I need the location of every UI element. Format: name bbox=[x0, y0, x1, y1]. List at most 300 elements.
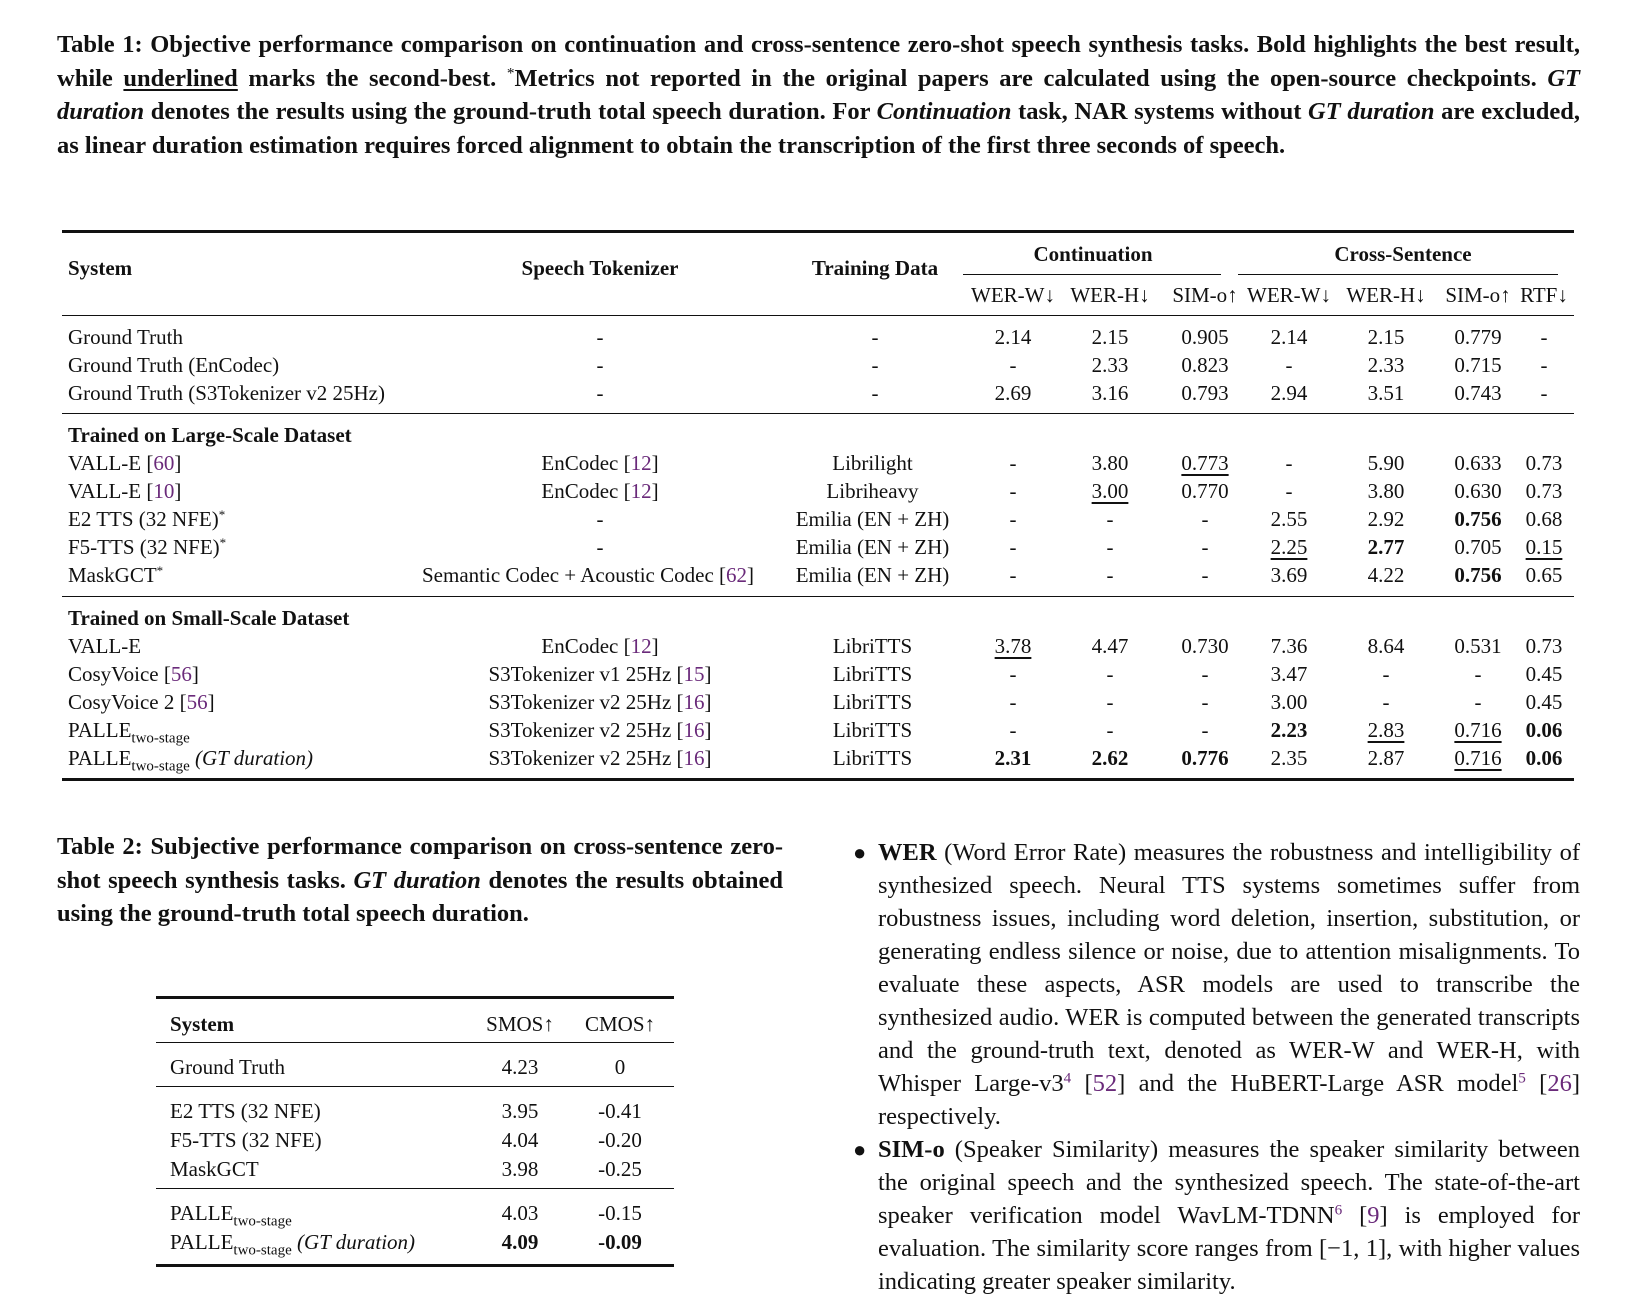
citation-link[interactable]: 56 bbox=[186, 690, 208, 714]
t2-header-system: System bbox=[170, 1012, 235, 1036]
caption-text: marks the second-best. bbox=[237, 64, 507, 92]
metric-cell bbox=[1241, 718, 1337, 742]
metric-cell bbox=[1061, 353, 1159, 377]
metric-cell bbox=[1241, 746, 1337, 770]
metric-value: 0.45 bbox=[1525, 662, 1563, 686]
row-training-data: LibriTTS bbox=[832, 690, 913, 714]
bracket: ] bbox=[704, 662, 712, 686]
metric-cell bbox=[1061, 451, 1159, 475]
metric-value: - bbox=[1474, 662, 1482, 686]
subscript: two-stage bbox=[131, 758, 190, 775]
metric-value: - bbox=[1009, 690, 1017, 714]
bullet-text: (Speaker Similarity) measures the speaker similarity between the original speech and the synthesized speech. The state-of-the-art speaker verification model WavLM-TDNN bbox=[878, 1136, 1580, 1229]
bullet-wer bbox=[853, 836, 1580, 1133]
metric-cell bbox=[1513, 353, 1575, 377]
caption-text: are excluded, as linear duration estimation requires forced alignment to obtain the transcription of the first three seconds of speech. bbox=[57, 98, 1580, 159]
citation-link[interactable]: 15 bbox=[683, 662, 705, 686]
metric-value: 3.69 bbox=[1270, 563, 1308, 587]
citation-link[interactable]: 9 bbox=[1367, 1202, 1380, 1229]
row-training-data: LibriTTS bbox=[832, 662, 913, 686]
bracket: ] bbox=[191, 662, 199, 686]
bracket: ] bbox=[174, 479, 182, 503]
row-tokenizer: - bbox=[596, 381, 604, 405]
citation-link[interactable]: 12 bbox=[630, 451, 652, 475]
metric-value: - bbox=[1540, 381, 1548, 405]
metric-value: - bbox=[1106, 507, 1114, 531]
table2-caption bbox=[57, 830, 783, 931]
row-tokenizer: - bbox=[596, 353, 604, 377]
bullet-text: ] respectively. bbox=[878, 1070, 1580, 1130]
system-name: CosyVoice 2 [ bbox=[68, 690, 187, 714]
metric-value: 2.15 bbox=[1091, 325, 1129, 349]
metric-cell bbox=[1061, 535, 1159, 559]
metric-cell bbox=[1061, 325, 1159, 349]
tokenizer-name: EnCodec [ bbox=[541, 634, 631, 658]
metric-cell bbox=[1337, 353, 1435, 377]
bracket: ] bbox=[651, 479, 659, 503]
t2-cmos: -0.20 bbox=[598, 1128, 642, 1152]
tokenizer-name: EnCodec [ bbox=[541, 451, 631, 475]
bullet-dot-icon: ● bbox=[853, 840, 867, 865]
metric-cell bbox=[1241, 353, 1337, 377]
bullet-text: [ bbox=[1525, 1070, 1548, 1097]
bullet-term: WER bbox=[878, 839, 937, 866]
row-training-data: Libriheavy bbox=[826, 479, 919, 503]
metric-cell bbox=[965, 634, 1061, 658]
row-system bbox=[68, 535, 226, 559]
metric-cell bbox=[1337, 634, 1435, 658]
metric-value: 2.14 bbox=[1270, 325, 1308, 349]
header-system: System bbox=[68, 256, 133, 280]
metric-value: 0.45 bbox=[1525, 690, 1563, 714]
caption-text: Objective performance comparison on continuation and cross-sentence zero-shot speech synthesis tasks. Bold highlights the best result, while bbox=[57, 31, 1580, 92]
t2-header-cmos: CMOS↑ bbox=[584, 1012, 656, 1036]
tokenizer-name: S3Tokenizer v2 25Hz [ bbox=[488, 690, 684, 714]
metric-cell bbox=[1337, 325, 1435, 349]
footnote-link[interactable]: 4 bbox=[1063, 1069, 1072, 1087]
metric-value: 2.35 bbox=[1270, 746, 1308, 770]
metric-value: 0.15 bbox=[1525, 535, 1563, 559]
metric-header: SIM-o↑ bbox=[1172, 283, 1238, 307]
citation-link[interactable]: 12 bbox=[630, 479, 652, 503]
row-tokenizer bbox=[422, 563, 754, 587]
t2-smos: 4.23 bbox=[501, 1055, 539, 1079]
metric-value: - bbox=[1009, 535, 1017, 559]
metric-value: - bbox=[1201, 507, 1209, 531]
row-system bbox=[68, 662, 199, 686]
metric-value: - bbox=[1009, 563, 1017, 587]
table2-top-rule bbox=[156, 996, 674, 999]
metric-cell bbox=[1241, 662, 1337, 686]
t2-cmos: 0 bbox=[614, 1055, 626, 1079]
t2-smos: 4.03 bbox=[501, 1201, 539, 1225]
t2-cmos: -0.09 bbox=[598, 1230, 642, 1254]
metric-value: - bbox=[1474, 690, 1482, 714]
citation-link[interactable]: 16 bbox=[683, 690, 705, 714]
row-system: Ground Truth bbox=[68, 325, 183, 349]
metric-header: WER-W↓ bbox=[971, 283, 1055, 307]
metric-value: 0.756 bbox=[1454, 563, 1502, 587]
row-tokenizer bbox=[420, 662, 780, 686]
metric-cell bbox=[1433, 325, 1523, 349]
metric-value: 0.633 bbox=[1454, 451, 1502, 475]
table2-label: Table 2: bbox=[57, 833, 143, 860]
table1-top-rule bbox=[62, 230, 1574, 233]
metric-value: 0.73 bbox=[1525, 451, 1563, 475]
metric-cell bbox=[1241, 690, 1337, 714]
system-name: MaskGCT bbox=[68, 563, 157, 587]
metric-cell bbox=[1337, 535, 1435, 559]
row-system: Ground Truth (EnCodec) bbox=[68, 353, 280, 377]
table2-header-rule bbox=[156, 1042, 674, 1043]
metric-value: 2.77 bbox=[1367, 535, 1405, 559]
metric-value: - bbox=[1106, 718, 1114, 742]
metric-cell bbox=[1159, 634, 1251, 658]
metric-value: 0.770 bbox=[1181, 479, 1229, 503]
metric-cell bbox=[1159, 563, 1251, 587]
metric-value: 2.23 bbox=[1270, 718, 1308, 742]
metric-cell bbox=[965, 718, 1061, 742]
citation-link[interactable]: 52 bbox=[1092, 1070, 1118, 1097]
metric-header: WER-H↓ bbox=[1070, 283, 1150, 307]
metric-cell bbox=[1241, 325, 1337, 349]
metric-value: 2.33 bbox=[1367, 353, 1405, 377]
metric-cell bbox=[965, 381, 1061, 405]
metric-cell bbox=[1159, 507, 1251, 531]
metric-value: - bbox=[1106, 563, 1114, 587]
t2-row-system: Ground Truth bbox=[170, 1055, 285, 1079]
citation-link[interactable]: 56 bbox=[170, 662, 192, 686]
bracket: ] bbox=[207, 690, 215, 714]
metric-cell bbox=[1159, 325, 1251, 349]
metric-cell bbox=[1241, 479, 1337, 503]
row-system bbox=[68, 563, 163, 587]
metric-cell bbox=[1061, 479, 1159, 503]
metric-value: 2.31 bbox=[994, 746, 1032, 770]
metric-cell bbox=[1433, 690, 1523, 714]
section-title-small: Trained on Small-Scale Dataset bbox=[68, 606, 350, 630]
t2-header-smos: SMOS↑ bbox=[486, 1012, 554, 1036]
metric-cell bbox=[1159, 718, 1251, 742]
metric-cell bbox=[965, 690, 1061, 714]
t2-row-system: MaskGCT bbox=[170, 1157, 259, 1181]
tokenizer-name: S3Tokenizer v2 25Hz [ bbox=[488, 746, 684, 770]
caption-italic: GT duration bbox=[57, 64, 1580, 125]
metric-cell bbox=[1513, 563, 1575, 587]
metric-cell bbox=[1159, 535, 1251, 559]
metric-cell bbox=[1159, 746, 1251, 770]
metric-cell bbox=[1513, 634, 1575, 658]
caption-italic: GT duration bbox=[353, 866, 481, 894]
metric-value: 0.773 bbox=[1181, 451, 1229, 475]
table1-header-rule bbox=[62, 315, 1574, 316]
metric-cell bbox=[1159, 381, 1251, 405]
metric-cell bbox=[1433, 662, 1523, 686]
metric-cell bbox=[1061, 746, 1159, 770]
subscript: two-stage bbox=[233, 1242, 292, 1259]
metric-value: 3.80 bbox=[1367, 479, 1405, 503]
metric-value: - bbox=[1201, 535, 1209, 559]
caption-underlined: underlined bbox=[123, 64, 238, 92]
metric-cell bbox=[1513, 325, 1575, 349]
metric-cell bbox=[1337, 507, 1435, 531]
metric-value: - bbox=[1285, 353, 1293, 377]
metrics-description bbox=[853, 836, 1580, 1298]
metric-cell bbox=[1337, 479, 1435, 503]
metric-cell bbox=[1513, 746, 1575, 770]
bullet-text: (Word Error Rate) measures the robustness and intelligibility of synthesized speech. Neural TTS systems sometimes suffer from robustness issues, including word deletion, insertion, substitution, or generating endless silence or noise, due to attention misalignments. To evaluate these aspects, ASR models are used to transcribe the synthesized audio. WER is computed between the generated transcripts and the ground-truth text, denoted as WER-W and WER-H, with Whisper Large-v3 bbox=[878, 839, 1580, 1097]
metric-value: - bbox=[1009, 662, 1017, 686]
table1-section-rule bbox=[62, 413, 1574, 414]
table2-section-rule bbox=[156, 1086, 674, 1087]
metric-header: SIM-o↑ bbox=[1445, 283, 1511, 307]
table1-caption bbox=[57, 28, 1580, 162]
table1-bottom-rule bbox=[62, 778, 1574, 781]
row-tokenizer: - bbox=[596, 535, 604, 559]
metric-header: WER-W↓ bbox=[1247, 283, 1331, 307]
citation-link[interactable]: 62 bbox=[726, 563, 748, 587]
header-tokenizer: Speech Tokenizer bbox=[521, 256, 679, 280]
row-tokenizer bbox=[420, 634, 780, 658]
metric-value: 3.00 bbox=[1270, 690, 1308, 714]
metric-value: 0.779 bbox=[1454, 325, 1502, 349]
metric-value: 0.715 bbox=[1454, 353, 1502, 377]
bracket: ] bbox=[651, 634, 659, 658]
metric-cell bbox=[965, 507, 1061, 531]
metric-cell bbox=[1159, 662, 1251, 686]
metric-value: 0.823 bbox=[1181, 353, 1229, 377]
metric-value: 3.16 bbox=[1091, 381, 1129, 405]
table2-section-rule bbox=[156, 1188, 674, 1189]
tokenizer-name: Semantic Codec + Acoustic Codec [ bbox=[422, 563, 727, 587]
t2-row-system: E2 TTS (32 NFE) bbox=[170, 1099, 321, 1123]
table1-label: Table 1: bbox=[57, 31, 143, 58]
metric-value: - bbox=[1201, 718, 1209, 742]
caption-italic: GT duration bbox=[1308, 98, 1435, 125]
bullet-text: ] and the HuBERT-Large ASR model bbox=[1117, 1070, 1519, 1097]
metric-cell bbox=[1513, 507, 1575, 531]
metric-cell bbox=[1513, 381, 1575, 405]
metric-cell bbox=[965, 325, 1061, 349]
row-training-data: Emilia (EN + ZH) bbox=[795, 563, 950, 587]
row-training-data: - bbox=[871, 353, 879, 377]
row-training-data: LibriTTS bbox=[832, 718, 913, 742]
metric-value: 0.06 bbox=[1525, 718, 1563, 742]
caption-text: Metrics not reported in the original papers are calculated using the open-source checkpoints. bbox=[514, 64, 1548, 92]
row-training-data: Emilia (EN + ZH) bbox=[795, 535, 950, 559]
caption-text: Subjective performance comparison on cross-sentence zero-shot speech synthesis tasks. bbox=[57, 833, 783, 894]
metric-value: 0.793 bbox=[1181, 381, 1229, 405]
metric-value: 2.14 bbox=[994, 325, 1032, 349]
metric-value: 2.33 bbox=[1091, 353, 1129, 377]
t2-row-system bbox=[170, 1230, 416, 1259]
metric-cell bbox=[1061, 563, 1159, 587]
metric-cell bbox=[1433, 563, 1523, 587]
metric-cell bbox=[1241, 451, 1337, 475]
caption-text: task, NAR systems without bbox=[1011, 98, 1309, 125]
citation-link[interactable]: 16 bbox=[683, 746, 705, 770]
metric-cell bbox=[1241, 381, 1337, 405]
metric-cell bbox=[1337, 690, 1435, 714]
header-group-continuation: Continuation bbox=[1033, 242, 1153, 266]
citation-link[interactable]: 12 bbox=[630, 634, 652, 658]
metric-cell bbox=[965, 451, 1061, 475]
metric-cell bbox=[1513, 451, 1575, 475]
footnote-link[interactable]: 5 bbox=[1518, 1069, 1526, 1087]
bullet-text: [ bbox=[1071, 1070, 1093, 1097]
metric-value: 2.94 bbox=[1270, 381, 1308, 405]
metric-cell bbox=[1513, 479, 1575, 503]
row-system: VALL-E bbox=[68, 634, 142, 658]
metric-value: 0.743 bbox=[1454, 381, 1502, 405]
metric-value: 0.756 bbox=[1454, 507, 1502, 531]
system-name: E2 TTS (32 NFE) bbox=[68, 507, 219, 531]
metric-value: - bbox=[1106, 535, 1114, 559]
system-name: PALLE bbox=[68, 718, 132, 742]
metric-cell bbox=[1061, 634, 1159, 658]
metric-value: 3.47 bbox=[1270, 662, 1308, 686]
metric-value: 2.15 bbox=[1367, 325, 1405, 349]
metric-value: 8.64 bbox=[1367, 634, 1405, 658]
metric-value: - bbox=[1106, 690, 1114, 714]
metric-value: 2.83 bbox=[1367, 718, 1405, 742]
bullet-text: ] is employed for evaluation. The similarity score ranges from [−1, 1], with higher values indicating greater speaker similarity. bbox=[878, 1202, 1580, 1295]
metric-value: 3.80 bbox=[1091, 451, 1129, 475]
metric-cell bbox=[1241, 634, 1337, 658]
tokenizer-name: EnCodec [ bbox=[541, 479, 631, 503]
metric-cell bbox=[1337, 451, 1435, 475]
metric-value: 0.776 bbox=[1181, 746, 1229, 770]
metric-cell bbox=[1159, 451, 1251, 475]
t2-smos: 4.09 bbox=[501, 1230, 539, 1254]
caption-text: denotes the results using the ground-truth total speech duration. For bbox=[144, 98, 877, 125]
metric-cell bbox=[1513, 535, 1575, 559]
metric-cell bbox=[1513, 718, 1575, 742]
t2-row-system: F5-TTS (32 NFE) bbox=[170, 1128, 322, 1152]
row-tokenizer: - bbox=[596, 507, 604, 531]
bracket: ] bbox=[747, 563, 755, 587]
metric-cell bbox=[1433, 451, 1523, 475]
metric-cell bbox=[1061, 381, 1159, 405]
metric-value: 0.06 bbox=[1525, 746, 1563, 770]
metric-value: - bbox=[1540, 325, 1548, 349]
metric-value: 4.47 bbox=[1091, 634, 1129, 658]
metric-cell bbox=[1433, 746, 1523, 770]
t2-cmos: -0.41 bbox=[598, 1099, 642, 1123]
metric-cell bbox=[1061, 662, 1159, 686]
citation-link[interactable]: 26 bbox=[1547, 1070, 1572, 1097]
metric-value: 2.62 bbox=[1091, 746, 1129, 770]
row-tokenizer: - bbox=[596, 325, 604, 349]
row-training-data: - bbox=[871, 325, 879, 349]
metric-value: - bbox=[1201, 690, 1209, 714]
metric-cell bbox=[1241, 507, 1337, 531]
metric-value: 2.69 bbox=[994, 381, 1032, 405]
system-name: PALLE bbox=[170, 1230, 234, 1254]
metric-cell bbox=[1433, 718, 1523, 742]
subscript: two-stage bbox=[131, 730, 190, 747]
metric-cell bbox=[1061, 718, 1159, 742]
metric-value: 0.716 bbox=[1454, 746, 1502, 770]
metric-value: 0.68 bbox=[1525, 507, 1563, 531]
t2-cmos: -0.15 bbox=[598, 1201, 642, 1225]
metric-cell bbox=[1159, 479, 1251, 503]
row-tokenizer bbox=[420, 746, 780, 770]
metric-cell bbox=[1513, 662, 1575, 686]
metric-cell bbox=[1159, 353, 1251, 377]
metric-cell bbox=[1061, 690, 1159, 714]
metric-value: - bbox=[1285, 479, 1293, 503]
t2-cmos: -0.25 bbox=[598, 1157, 642, 1181]
citation-link[interactable]: 16 bbox=[683, 718, 705, 742]
table1-section-rule bbox=[62, 596, 1574, 597]
row-system bbox=[68, 746, 314, 775]
tokenizer-name: S3Tokenizer v2 25Hz [ bbox=[488, 718, 684, 742]
row-training-data: Emilia (EN + ZH) bbox=[795, 507, 950, 531]
metric-value: 0.73 bbox=[1525, 479, 1563, 503]
row-tokenizer bbox=[420, 479, 780, 503]
bracket: ] bbox=[704, 690, 712, 714]
metric-value: 4.22 bbox=[1367, 563, 1405, 587]
row-system: Ground Truth (S3Tokenizer v2 25Hz) bbox=[68, 381, 385, 405]
metric-cell bbox=[1337, 718, 1435, 742]
metric-value: 3.78 bbox=[994, 634, 1032, 658]
metric-value: - bbox=[1009, 507, 1017, 531]
caption-italic: Continuation bbox=[876, 98, 1012, 125]
metric-value: 0.73 bbox=[1525, 634, 1563, 658]
metric-value: 0.716 bbox=[1454, 718, 1502, 742]
metric-value: - bbox=[1201, 563, 1209, 587]
t2-row-system bbox=[170, 1201, 292, 1230]
metric-cell bbox=[965, 746, 1061, 770]
metric-cell bbox=[1337, 381, 1435, 405]
metric-value: - bbox=[1106, 662, 1114, 686]
metric-value: 2.87 bbox=[1367, 746, 1405, 770]
row-system bbox=[68, 690, 215, 714]
metric-cell bbox=[1241, 535, 1337, 559]
caption-star: * bbox=[506, 64, 515, 82]
citation-link[interactable]: 10 bbox=[153, 479, 175, 503]
system-suffix: (GT duration) bbox=[189, 746, 314, 770]
bullet-text: [ bbox=[1342, 1202, 1368, 1229]
star-marker: * bbox=[156, 562, 164, 578]
citation-link[interactable]: 60 bbox=[153, 451, 175, 475]
metric-value: 5.90 bbox=[1367, 451, 1405, 475]
system-name: F5-TTS (32 NFE) bbox=[68, 535, 220, 559]
system-name: PALLE bbox=[170, 1201, 234, 1225]
metric-cell bbox=[965, 479, 1061, 503]
system-name: CosyVoice [ bbox=[68, 662, 171, 686]
bullet-sim bbox=[853, 1133, 1580, 1298]
metric-cell bbox=[1433, 479, 1523, 503]
row-training-data: LibriTTS bbox=[832, 634, 913, 658]
metric-value: - bbox=[1382, 690, 1390, 714]
metric-cell bbox=[1159, 690, 1251, 714]
row-training-data: Librilight bbox=[832, 451, 913, 475]
system-name: PALLE bbox=[68, 746, 132, 770]
caption-text: denotes the results obtained using the ground-truth total speech duration. bbox=[57, 866, 783, 927]
star-marker: * bbox=[219, 534, 227, 550]
table2-bottom-rule bbox=[156, 1264, 674, 1267]
metric-value: 3.51 bbox=[1367, 381, 1405, 405]
bullet-dot-icon: ● bbox=[853, 1137, 867, 1162]
row-training-data: - bbox=[871, 381, 879, 405]
footnote-link[interactable]: 6 bbox=[1334, 1201, 1343, 1219]
metric-value: 0.531 bbox=[1454, 634, 1502, 658]
metric-cell bbox=[965, 353, 1061, 377]
metric-cell bbox=[1433, 353, 1523, 377]
row-system bbox=[68, 479, 181, 503]
